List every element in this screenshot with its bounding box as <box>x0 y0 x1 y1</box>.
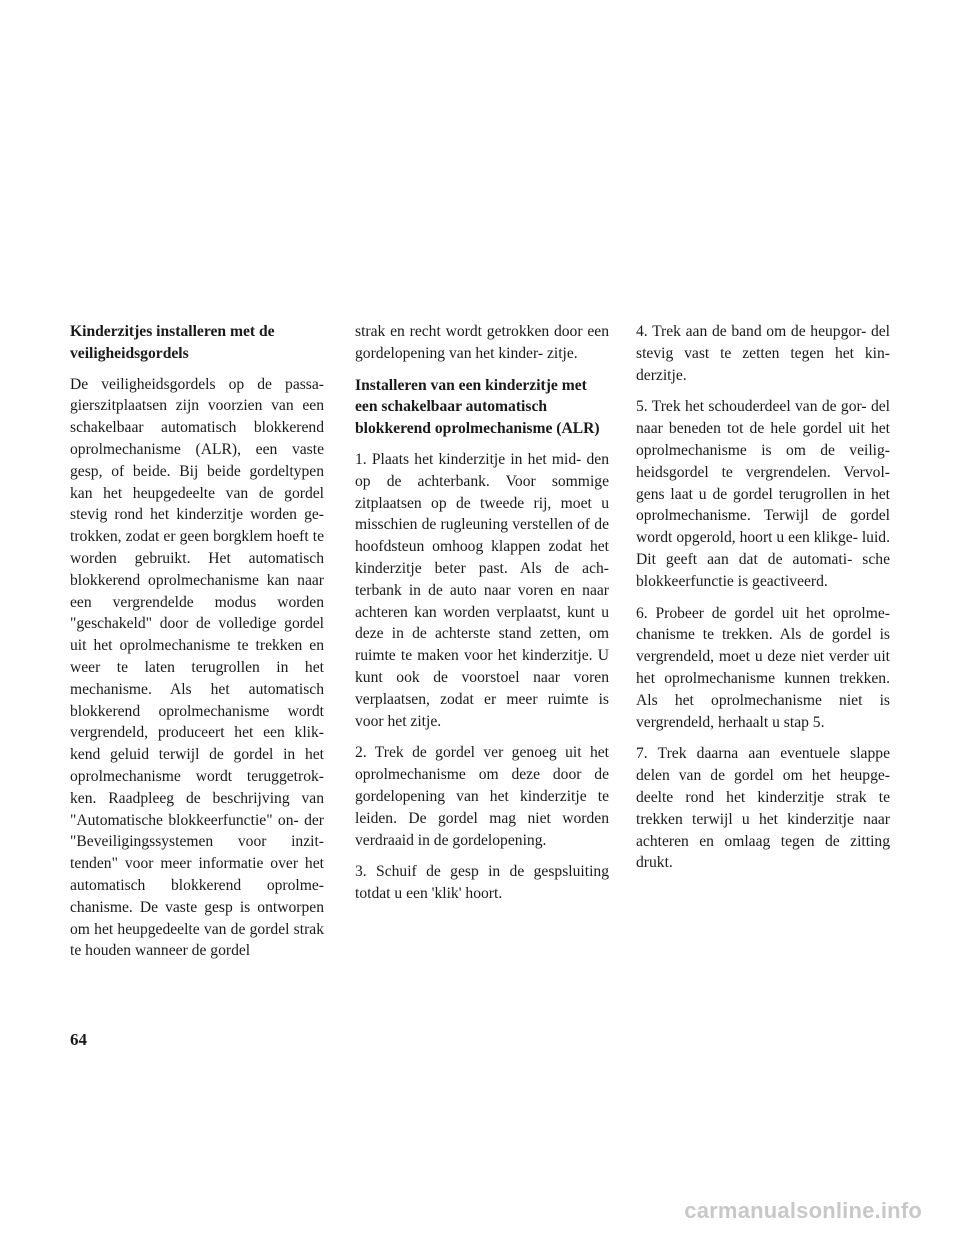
column-left <box>70 321 324 972</box>
section-heading-install-with-belts: Kinderzitjes installeren met de veiligheidsgordels <box>70 323 275 362</box>
step-7: 7. Trek daarna aan eventuele slappe delen van de gordel om het heupge- deelte rond het kinderzitje strak te trekken terwijl u het kinderzitje naar achteren en omlaag tegen de zitting drukt. <box>636 745 890 872</box>
column-middle <box>355 321 609 915</box>
watermark: carmanualsonline.info <box>684 1198 922 1223</box>
section-heading-install-alr: Installeren van een kinderzitje met een schakelbaar automatisch blokkerend oprolmechanisme (ALR) <box>355 376 600 438</box>
step-6: 6. Probeer de gordel uit het oprolme- chanisme te trekken. Als de gordel is vergrendeld, moet u deze niet verder uit het oprolmechanisme kunnen trekken. Als het oprolmechanisme niet is vergrendeld, herhaalt u stap 5. <box>636 604 890 731</box>
step-4: 4. Trek aan de band om de heupgor- del stevig vast te zetten tegen het kin- derzitje. <box>636 323 890 384</box>
intro-paragraph: De veiligheidsgordels op de passa- gierszitplaatsen zijn voorzien van een schakelbaar automatisch blokkerend oprolmechanisme (ALR), een vaste gesp, of beide. Bij beide gordeltypen kan het heupgedeelte van de gordel stevig rond het kinderzitje worden ge- trokken, zodat er geen borgklem hoeft te worden gebruikt. Het automatisch blokkerend oprolmechanisme kan naar een vergrendelde modus worden "geschakeld" door de volledige gordel uit het oprolmechanisme te trekken en weer te laten terugrollen in het mechanisme. Als het automatisch blokkerend oprolmechanisme wordt vergrendeld, produceert het een klik- kend geluid terwijl de gordel in het oprolmechanisme wordt teruggetrok- ken. Raadpleeg de beschrijving van "Automatische blokkeerfunctie" on- der "Beveiligingssystemen voor inzit- tenden" voor meer informatie over het automatisch blokkerend oprolme- chanisme. De vaste gesp is ontworpen om het heupgedeelte van de gordel strak te houden wanneer de gordel <box>70 375 324 960</box>
column-right <box>636 321 890 884</box>
step-3: 3. Schuif de gesp in de gespsluiting totdat u een 'klik' hoort. <box>355 863 609 903</box>
page-number: 64 <box>70 1030 87 1049</box>
step-2: 2. Trek de gordel ver genoeg uit het oprolmechanisme om deze door de gordelopening van het kinderzitje te leiden. De gordel mag niet worden verdraaid in de gordelopening. <box>355 744 609 849</box>
step-1: 1. Plaats het kinderzitje in het mid- den op de achterbank. Voor sommige zitplaatsen op de tweede rij, moet u misschien de rugleuning verstellen of de hoofdsteun omhoog klappen zodat het kinderzitje beter past. Als de ach- terbank in de auto naar voren en naar achteren kan worden verplaatst, kunt u deze in de achterste stand zetten, om ruimte te maken voor het kinderzitje. U kunt ook de voorstoel naar voren verplaatsen, zodat er meer ruimte is voor het zitje. <box>355 450 609 730</box>
step-5: 5. Trek het schouderdeel van de gor- del naar beneden tot de hele gordel uit het oprolmechanisme is om de veilig- heidsgordel te vergrendelen. Vervol- gens laat u de gordel terugrollen in het oprolmechanisme. Terwijl de gordel wordt opgerold, hoort u een klikge- luid. Dit geeft aan dat de automati- sche blokkeerfunctie is geactiveerd. <box>636 398 890 590</box>
continuation-paragraph: strak en recht wordt getrokken door een gordelopening van het kinder- zitje. <box>355 323 609 362</box>
